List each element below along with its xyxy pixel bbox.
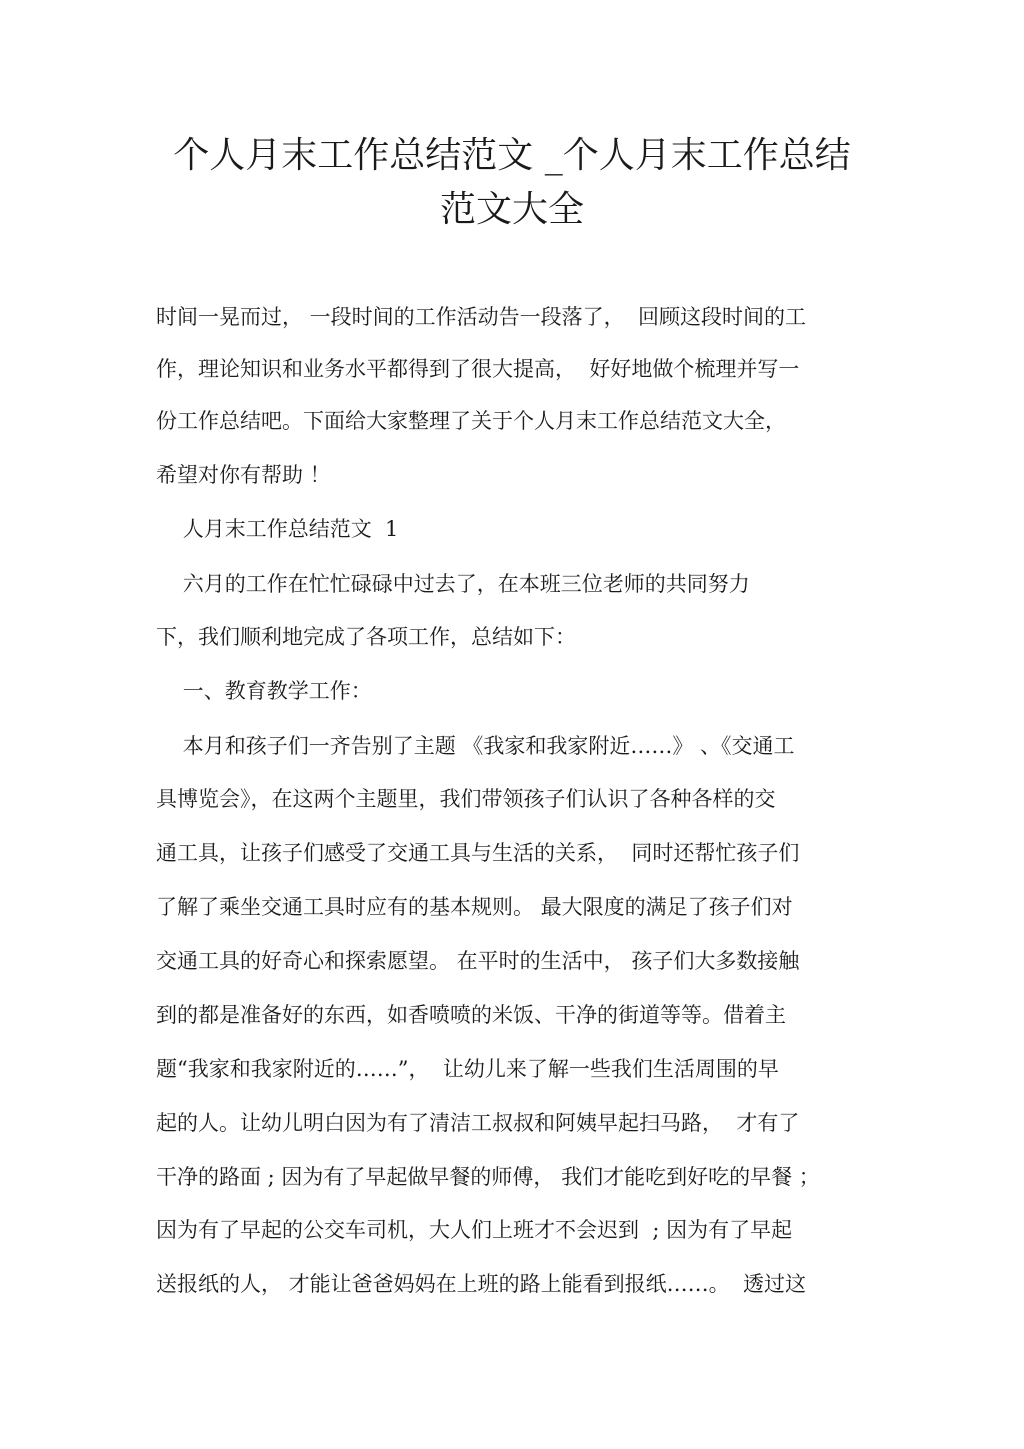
body-line: 时间一晃而过， 一段时间的工作活动告一段落了， 回顾这段时间的工	[156, 305, 807, 329]
body-line: 通工具，让孩子们感受了交通工具与生活的关系， 同时还帮忙孩子们	[156, 841, 800, 865]
section-heading: 人月末工作总结范文 1	[156, 517, 399, 541]
document-title-line-1: 个人月末工作总结范文 _个人月末工作总结	[173, 135, 851, 176]
body-line: 本月和孩子们一齐告别了主题 《我家和我家附近……》 、《交通工	[156, 734, 795, 758]
document-title-line-2: 范文大全	[439, 189, 584, 230]
body-line: 题“我家和我家附近的……”， 让幼儿来了解一些我们生活周围的早	[156, 1057, 779, 1081]
body-line: 起的人。让幼儿明白因为有了清洁工叔叔和阿姨早起扫马路， 才有了	[156, 1111, 800, 1135]
body-line: 六月的工作在忙忙碌碌中过去了，在本班三位老师的共同努力	[156, 572, 750, 596]
body-line: 下，我们顺利地完成了各项工作，总结如下：	[156, 625, 576, 649]
body-line: 交通工具的好奇心和探索愿望。 在平时的生活中， 孩子们大多数接触	[156, 949, 800, 973]
body-line: 希望对你有帮助 ！	[156, 463, 331, 487]
body-line: 送报纸的人， 才能让爸爸妈妈在上班的路上能看到报纸……。 透过这	[156, 1272, 807, 1296]
body-line: 因为有了早起的公交车司机，大人们上班才不会迟到 ; 因为有了早起	[156, 1218, 793, 1242]
body-line: 了解了乘坐交通工具时应有的基本规则。 最大限度的满足了孩子们对	[156, 895, 793, 919]
body-line: 到的都是准备好的东西，如香喷喷的米饭、干净的街道等等。借着主	[156, 1003, 786, 1027]
body-line: 具博览会》，在这两个主题里，我们带领孩子们认识了各种各样的交	[156, 787, 776, 811]
body-line: 份工作总结吧。下面给大家整理了关于个人月末工作总结范文大全，	[156, 409, 786, 433]
body-line: 作，理论知识和业务水平都得到了很大提高， 好好地做个梳理并写一	[156, 357, 800, 381]
body-line: 干净的路面 ; 因为有了早起做早餐的师傅， 我们才能吃到好吃的早餐 ；	[156, 1165, 820, 1189]
subsection-heading: 一、教育教学工作：	[156, 679, 372, 703]
